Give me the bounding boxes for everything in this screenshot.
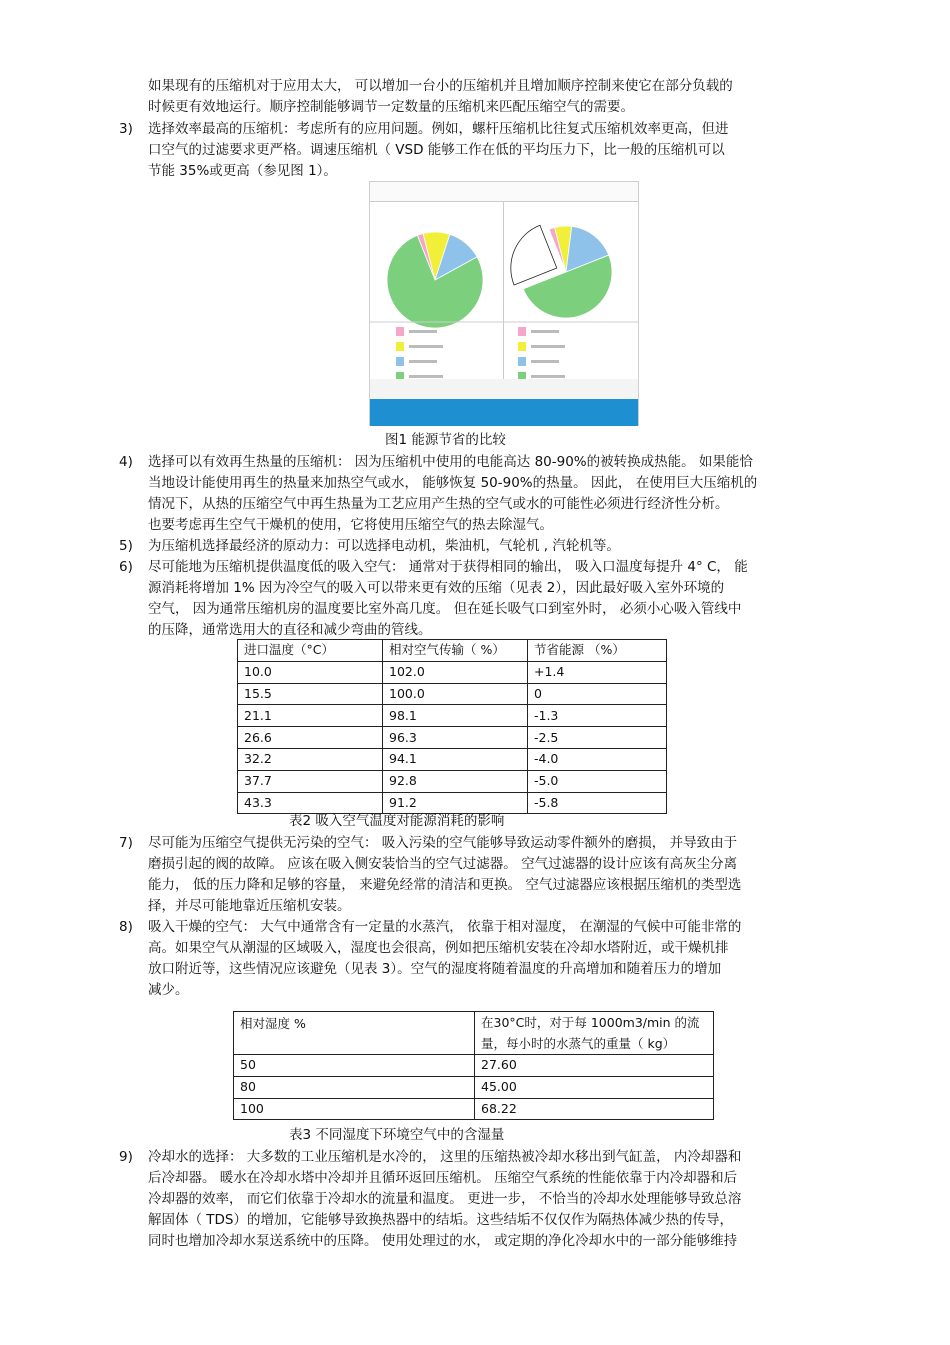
item-number: 4) [119,454,133,470]
item-8-line-3: 放口附近等，这些情况应该避免（见表 3）。空气的湿度将随着温度的升高增加和随着压力的增加 [148,961,722,977]
table-header-cell [475,1012,714,1055]
item-5-line-1: 为压缩机选择最经济的原动力：可以选择电动机，柴油机，气轮机 , 汽轮机等。 [148,538,620,554]
item-number: 6) [119,559,133,575]
table-cell: 98.1 [383,705,528,727]
figure-bottom-banner [370,399,638,426]
table-cell: 91.2 [383,792,528,814]
table-cell: 96.3 [383,727,528,749]
item-9-line-1: 冷却水的选择： 大多数的工业压缩机是水冷的， 这里的压缩热被冷却水移出到气缸盖， 内冷却器和 [148,1149,742,1165]
intro-line-1: 如果现有的压缩机对于应用太大， 可以增加一台小的压缩机并且增加顺序控制来使它在部分负载的 [148,78,733,94]
item-6-line-3: 空气， 因为通常压缩机房的温度要比室外高几度。 但在延长吸气口到室外时， 必须小心吸入管线中 [148,601,742,617]
legend-swatch [396,327,404,336]
table-cell: 37.7 [238,770,383,792]
item-4-line-1: 选择可以有效再生热量的压缩机： 因为压缩机中使用的电能高达 80-90%的被转换成热能。 如果能恰 [148,454,753,470]
table-header-cell: 相对湿度 % [234,1012,475,1055]
table-cell: 80 [234,1076,475,1098]
table-row [238,661,667,683]
item-3-line-1: 选择效率最高的压缩机：考虑所有的应用问题。例如，螺杆压缩机比往复式压缩机效率更高，但进 [148,121,729,137]
table-row [238,770,667,792]
table-cell: -2.5 [528,727,667,749]
item-number: 7) [119,835,133,851]
table-row [234,1076,714,1098]
table-header-row [238,640,667,662]
table-3-caption: 表3 不同湿度下环境空气中的含湿量 [289,1127,505,1143]
legend-swatch [518,372,526,379]
item-7-line-1: 尽可能为压缩空气提供无污染的空气： 吸入污染的空气能够导致运动零件额外的磨损， 并导致由于 [148,835,738,851]
item-8-line-1: 吸入干燥的空气： 大气中通常含有一定量的水蒸汽， 依靠于相对湿度， 在潮湿的气候中可能非常的 [148,919,742,935]
item-number: 5) [119,538,133,554]
item-9-line-4: 解固体（ TDS）的增加，它能够导致换热器中的结垢。这些结垢不仅仅作为隔热体减少热的传导， [148,1212,734,1228]
table-cell: 45.00 [475,1076,714,1098]
legend-swatch [518,357,526,366]
table-cell: 92.8 [383,770,528,792]
table-cell: 100.0 [383,683,528,705]
intro-line-2: 时候更有效地运行。顺序控制能够调节一定数量的压缩机来匹配压缩空气的需要。 [148,99,634,115]
item-4-line-4: 也要考虑再生空气干燥机的使用，它将使用压缩空气的热去除湿气。 [148,517,553,533]
table-cell: 94.1 [383,748,528,770]
pie-slice [511,225,557,285]
legend-text-mark [409,345,443,348]
panel-divider [503,202,504,379]
table-cell: 0 [528,683,667,705]
table-cell: -5.8 [528,792,667,814]
table-cell: 10.0 [238,661,383,683]
item-number: 9) [119,1149,133,1165]
item-4-line-2: 当地设计能使用再生的热量来加热空气或水， 能够恢复 50-90%的热量。 因此， 在使用巨大压缩机的 [148,475,758,491]
table-cell: +1.4 [528,661,667,683]
table-header-cell: 节省能源 （%） [528,640,667,662]
figure-1-image [369,181,639,426]
table-row [238,727,667,749]
table-cell: 68.22 [475,1098,714,1120]
table-row [238,683,667,705]
item-6-line-4: 的压降，通常选用大的直径和减少弯曲的管线。 [148,622,432,638]
item-4-line-3: 情况下，从热的压缩空气中再生热量为工艺应用产生热的空气或水的可能性必须进行经济性分析。 [148,496,729,512]
table-cell: 32.2 [238,748,383,770]
figure-1-caption: 图1 能源节省的比较 [385,432,506,448]
item-7-line-3: 能力， 低的压力降和足够的容量， 来避免经常的清洁和更换。 空气过滤器应该根据压缩机的类型选 [148,877,742,893]
left-pie-chart [370,202,503,379]
item-6-line-1: 尽可能地为压缩机提供温度低的吸入空气： 通常对于获得相同的输出， 吸入口温度每提升 4° C， 能 [148,559,748,575]
table-header-row [234,1012,714,1055]
table-header-cell: 进口温度（°C） [238,640,383,662]
legend-text-mark [531,330,559,333]
legend-text-mark [531,360,559,363]
table-cell: 100 [234,1098,475,1120]
table-cell: 15.5 [238,683,383,705]
table-row [234,1098,714,1120]
item-9-line-3: 冷却器的效率， 而它们依靠于冷却水的流量和温度。 更进一步， 不恰当的冷却水处理能够导致总溶 [148,1191,742,1207]
legend-text-mark [531,375,565,378]
table-2-caption: 表2 吸入空气温度对能源消耗的影响 [289,813,505,829]
item-8-line-4: 减少。 [148,982,189,998]
legend-text-mark [409,360,437,363]
item-number: 3) [119,121,133,137]
legend-text-mark [409,330,437,333]
item-3-line-2: 口空气的过滤要求更严格。调速压缩机（ VSD 能够工作在低的平均压力下，比一般的压缩机可以 [148,142,725,158]
table-header-line: 在30°C时，对于每 1000m3/min 的流 [481,1015,700,1030]
item-7-line-2: 磨损引起的阀的故障。 应该在吸入侧安装恰当的空气过滤器。 空气过滤器的设计应该有高灰尘分离 [148,856,738,872]
table-header-cell: 相对空气传输（ %） [383,640,528,662]
legend-swatch [396,342,404,351]
table-cell: -1.3 [528,705,667,727]
table-cell: 43.3 [238,792,383,814]
legend-swatch [518,327,526,336]
figure-title-bar [370,182,638,202]
table-2 [237,639,667,814]
legend-text-mark [409,375,443,378]
table-cell: 27.60 [475,1055,714,1077]
table-cell: 21.1 [238,705,383,727]
legend-swatch [396,372,404,379]
right-pie-chart [504,202,638,379]
item-7-line-4: 择，并尽可能地靠近压缩机安装。 [148,898,351,914]
table-cell: -5.0 [528,770,667,792]
table-row [234,1055,714,1077]
item-6-line-2: 源消耗将增加 1% 因为冷空气的吸入可以带来更有效的压缩（见表 2），因此最好吸入室外环境的 [148,580,725,596]
table-cell: -4.0 [528,748,667,770]
table-header-line: 量，每小时的水蒸气的重量（ kg） [481,1036,676,1051]
table-cell: 26.6 [238,727,383,749]
item-8-line-2: 高。如果空气从潮湿的区域吸入，湿度也会很高，例如把压缩机安装在冷却水塔附近，或干燥机排 [148,940,729,956]
item-3-line-3: 节能 35%或更高（参见图 1）。 [148,163,337,179]
legend-swatch [396,357,404,366]
legend-swatch [518,342,526,351]
right-panel [504,202,638,379]
legend-text-mark [531,345,565,348]
item-number: 8) [119,919,133,935]
table-row [238,748,667,770]
table-cell: 102.0 [383,661,528,683]
table-3 [233,1011,714,1120]
item-9-line-5: 同时也增加冷却水泵送系统中的压降。 使用处理过的水， 或定期的净化冷却水中的一部分能够维持 [148,1233,738,1249]
table-row [238,705,667,727]
table-cell: 50 [234,1055,475,1077]
item-9-line-2: 后冷却器。 暖水在冷却水塔中冷却并且循环返回压缩机。 压缩空气系统的性能依靠于内冷却器和后 [148,1170,738,1186]
left-panel [370,202,503,379]
